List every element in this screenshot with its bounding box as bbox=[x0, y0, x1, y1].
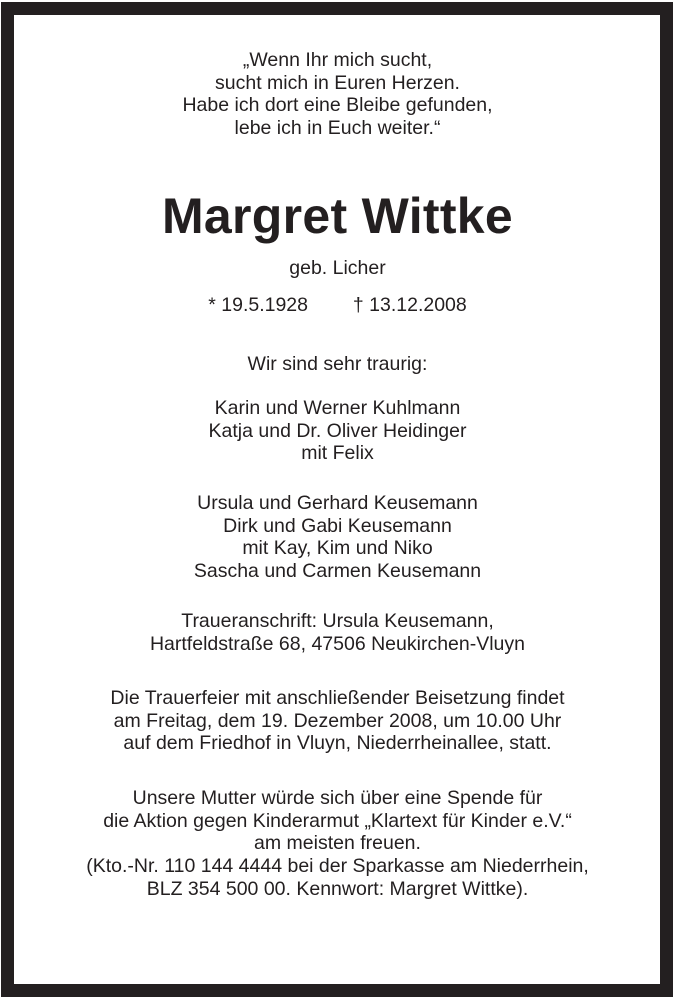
death-cross-icon: † bbox=[352, 294, 364, 316]
life-dates bbox=[0, 294, 675, 317]
address-line: Traueranschrift: Ursula Keusemann, bbox=[181, 610, 494, 632]
mourning-address bbox=[0, 610, 675, 655]
family-line: Dirk und Gabi Keusemann bbox=[223, 514, 452, 537]
family-line: Katja und Dr. Oliver Heidinger bbox=[208, 419, 467, 442]
donation-line: (Kto.-Nr. 110 144 4444 bei der Sparkasse am Niederrhein, bbox=[86, 855, 589, 878]
donation-line: die Aktion gegen Kinderarmut „Klartext für Kinder e.V.“ bbox=[103, 809, 572, 832]
family-line: Ursula und Gerhard Keusemann bbox=[197, 492, 478, 514]
service-line: Die Trauerfeier mit anschließender Beisetzung findet bbox=[110, 687, 565, 709]
donation-line: am meisten freuen. bbox=[254, 832, 421, 855]
family-group bbox=[0, 397, 675, 465]
mourning-intro: Wir sind sehr traurig: bbox=[247, 353, 428, 375]
maiden-name: geb. Licher bbox=[289, 257, 386, 279]
birth-date: 19.5.1928 bbox=[221, 294, 309, 316]
memorial-quote bbox=[0, 49, 675, 140]
service-line: auf dem Friedhof in Vluyn, Niederrheinallee, statt. bbox=[123, 732, 552, 755]
service-line: am Freitag, dem 19. Dezember 2008, um 10.00 Uhr bbox=[113, 709, 562, 732]
donation-line: Unsere Mutter würde sich über eine Spende für bbox=[132, 787, 543, 809]
quote-line: „Wenn Ihr mich sucht, bbox=[242, 49, 433, 71]
family-line: mit Felix bbox=[301, 442, 374, 465]
family-group bbox=[0, 492, 675, 583]
donation-request bbox=[0, 787, 675, 901]
quote-line: Habe ich dort eine Bleibe gefunden, bbox=[182, 94, 493, 117]
funeral-service-info bbox=[0, 687, 675, 755]
family-line: Sascha und Carmen Keusemann bbox=[193, 560, 482, 583]
address-line: Hartfeldstraße 68, 47506 Neukirchen-Vluyn bbox=[149, 632, 526, 655]
death-date: 13.12.2008 bbox=[369, 294, 467, 316]
quote-line: sucht mich in Euren Herzen. bbox=[215, 71, 460, 94]
family-line: mit Kay, Kim und Niko bbox=[242, 537, 433, 560]
quote-line: lebe ich in Euch weiter.“ bbox=[234, 117, 441, 140]
family-line: Karin und Werner Kuhlmann bbox=[214, 397, 461, 419]
donation-line: BLZ 354 500 00. Kennwort: Margret Wittke). bbox=[146, 877, 529, 900]
birth-star-icon: * bbox=[208, 294, 216, 316]
deceased-name: Margret Wittke bbox=[161, 188, 514, 244]
